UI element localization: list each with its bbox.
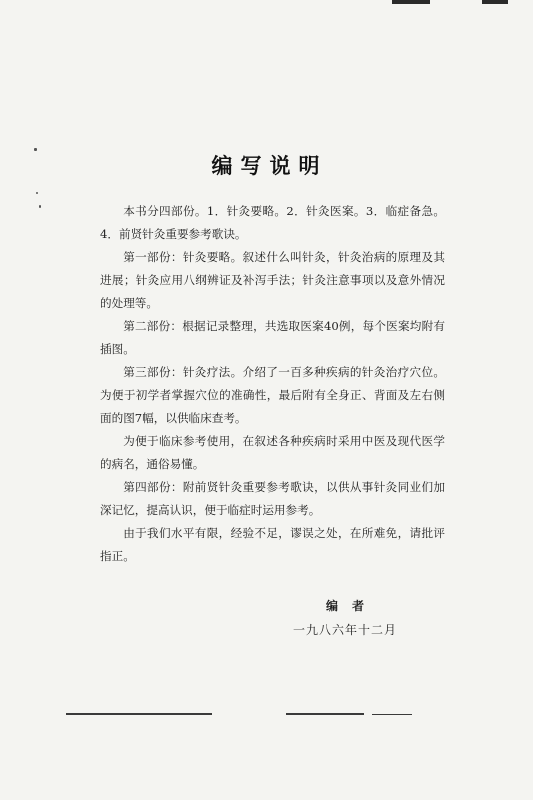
bottom-rule [372,714,412,715]
paragraph: 第三部份：针灸疗法。介绍了一百多种疾病的针灸治疗穴位。为便于初学者掌握穴位的准确性，最后附有全身正、背面及左右侧面的图7幅，以供临床查考。 [100,365,445,425]
paragraph: 为便于临床参考使用，在叙述各种疾病时采用中医及现代医学的病名，通俗易懂。 [100,434,445,471]
paragraph: 第二部份：根据记录整理，共选取医案40例，每个医案均附有插图。 [100,319,445,356]
paragraph: 第四部份：附前贤针灸重要参考歌诀，以供从事针灸同业们加深记忆，提高认识，便于临症时运用参考。 [100,480,445,517]
signature-author: 编者 [325,599,378,613]
page-title: 编写说明 [211,154,328,179]
scan-speck [36,192,38,194]
bottom-rule [286,713,364,715]
body-text [100,200,445,568]
paragraph: 第一部份：针灸要略。叙述什么叫针灸，针灸治病的原理及其进展；针灸应用八纲辨证及补泻手法；针灸注意事项以及意外情况的处理等。 [100,250,445,310]
paragraph: 本书分四部份。1．针灸要略。2．针灸医案。3．临症备急。4．前贤针灸重要参考歌诀。 [100,204,445,241]
top-edge-mark [392,0,430,4]
bottom-rule [66,713,212,715]
signature-date: 一九八六年十二月 [292,623,397,637]
scan-speck [39,205,41,208]
top-edge-mark [482,0,508,4]
signature-block [280,596,410,640]
paragraph: 由于我们水平有限，经验不足，谬误之处，在所难免，请批评指正。 [100,526,445,563]
